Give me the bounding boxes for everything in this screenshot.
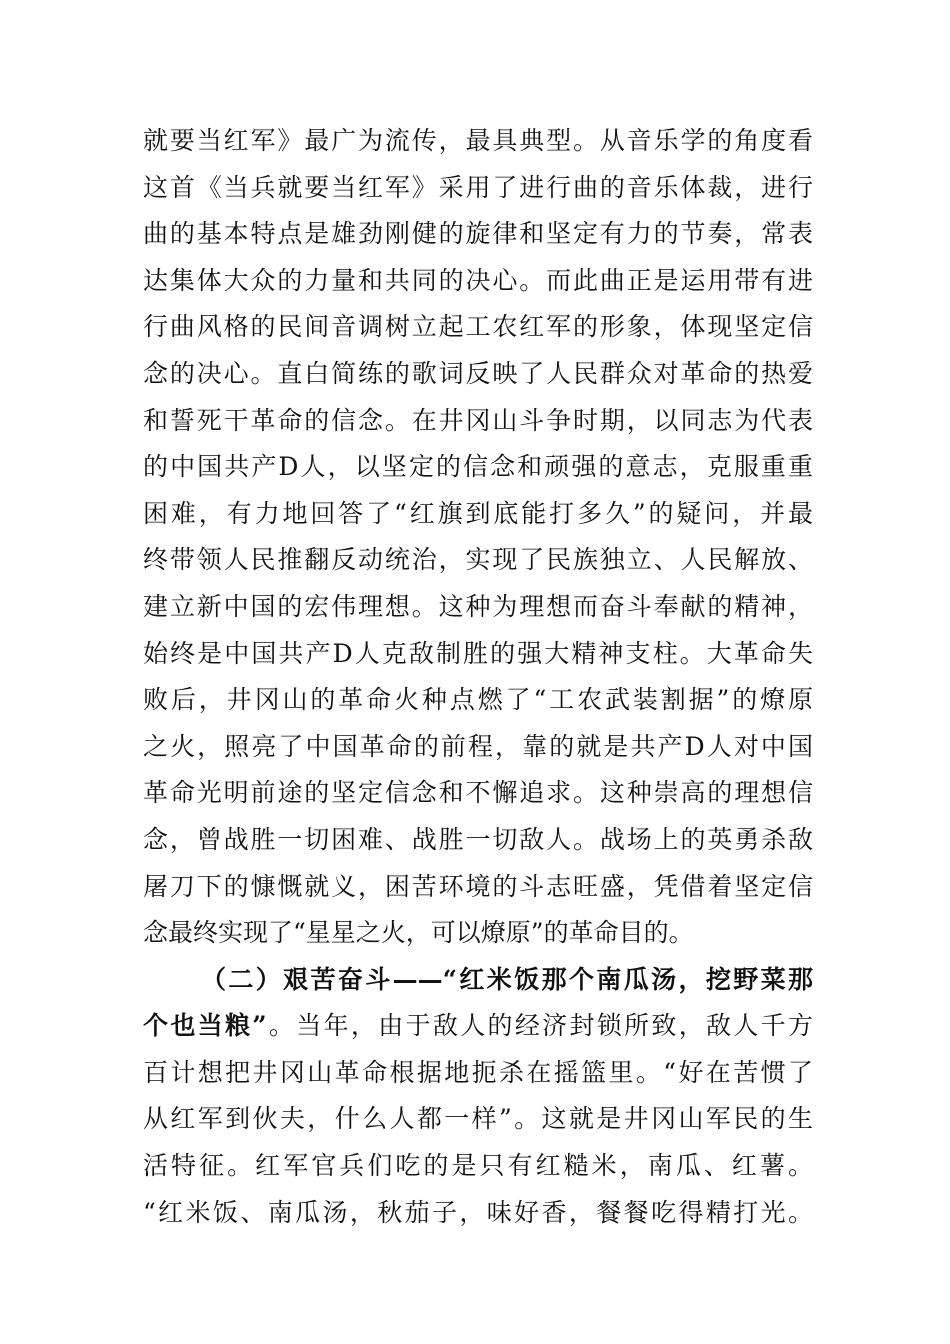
text-line: 念的决心。直白简练的歌词反映了人民群众对革命的热爱 [143, 358, 813, 388]
text-line: 终带领人民推翻反动统治，实现了民族独立、人民解放、 [143, 545, 813, 575]
text-line: 革命光明前途的坚定信念和不懈追求。这种崇高的理想信 [143, 778, 813, 808]
text-line: 达集体大众的力量和共同的决心。而此曲正是运用带有进 [143, 265, 813, 295]
text-line: 念最终实现了“星星之火，可以燎原”的革命目的。 [143, 918, 694, 948]
text-line: 之火，照亮了中国革命的前程，靠的就是共产D人对中国 [143, 731, 813, 761]
heading-tail: 个也当粮” [143, 1011, 267, 1041]
text-line: 屠刀下的慷慨就义，困苦环境的斗志旺盛，凭借着坚定信 [143, 871, 813, 901]
body-text [143, 118, 813, 1236]
section-heading-continuation [143, 1003, 813, 1050]
text-line: 建立新中国的宏伟理想。这种为理想而奋斗奉献的精神， [143, 591, 813, 621]
text-line: 和誓死干革命的信念。在井冈山斗争时期，以同志为代表 [143, 405, 813, 435]
section-heading: （二）艰苦奋斗——“红米饭那个南瓜汤，挖野菜那 [201, 964, 813, 994]
text-line: 困难，有力地回答了“红旗到底能打多久”的疑问，并最 [143, 498, 813, 528]
text-line: 从红军到伙夫，什么人都一样”。这就是井冈山军民的生 [143, 1104, 813, 1134]
text-line: 败后，井冈山的革命火种点燃了“工农武装割据”的燎原 [143, 685, 813, 715]
text-line: 就要当红军》最广为流传，最具典型。从音乐学的角度看 [143, 126, 813, 155]
text-line: 这首《当兵就要当红军》采用了进行曲的音乐体裁，进行 [143, 172, 813, 202]
text-segment: 。当年，由于敌人的经济封锁所致，敌人千方 [266, 1011, 813, 1041]
text-line: 念，曾战胜一切困难、战胜一切敌人。战场上的英勇杀敌 [143, 824, 813, 854]
text-line: 百计想把井冈山革命根据地扼杀在摇篮里。“好在苦惯了 [143, 1057, 813, 1087]
text-line: 的中国共产D人，以坚定的信念和顽强的意志，克服重重 [143, 452, 813, 482]
text-line: 活特征。红军官兵们吃的是只有红糙米，南瓜、红薯。 [143, 1151, 813, 1181]
text-line: “红米饭、南瓜汤，秋茄子，味好香，餐餐吃得精打光。 [143, 1197, 813, 1227]
text-line: 曲的基本特点是雄劲刚健的旋律和坚定有力的节奏，常表 [143, 219, 813, 249]
text-line: 行曲风格的民间音调树立起工农红军的形象，体现坚定信 [143, 312, 813, 342]
text-line: 始终是中国共产D人克敌制胜的强大精神支柱。大革命失 [143, 638, 813, 668]
